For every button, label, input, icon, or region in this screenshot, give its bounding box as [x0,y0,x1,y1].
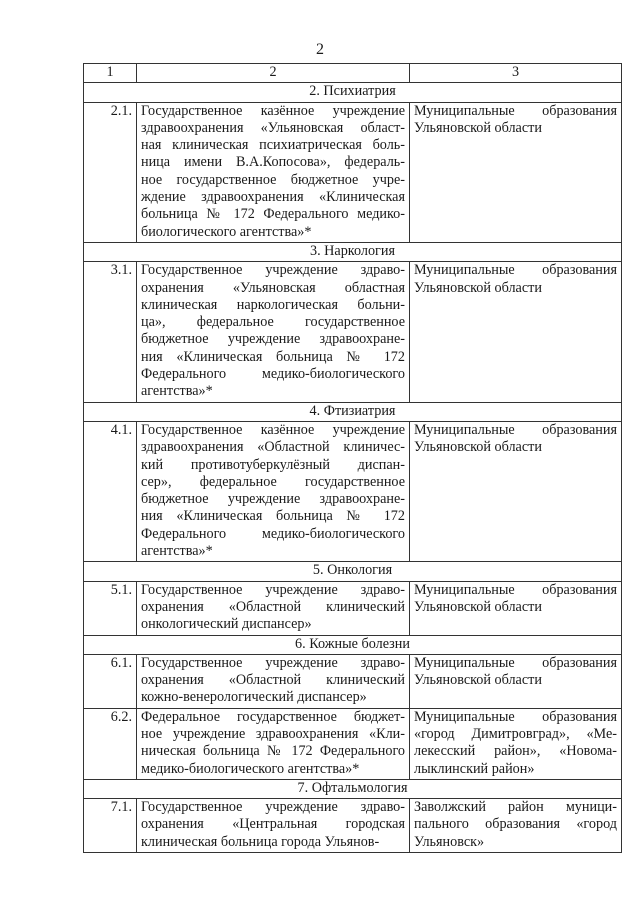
service-area [410,654,622,708]
row-number: 2.1. [84,102,137,242]
section-row [84,83,622,102]
text-line: Федеральное государственное бюджет- [141,708,405,725]
text-line: Государственное казённое учреждение [141,421,405,438]
section-row [84,402,622,421]
header-col-2: 2 [137,64,410,83]
text-line: охранения «Областной клинический [141,598,405,615]
table-body [84,64,622,853]
service-area [410,421,622,561]
text-line: Государственное учреждение здраво- [141,654,405,671]
text-line: ца», федеральное государственное [141,314,405,331]
text-line: Ульяновской области [414,439,542,456]
section-row [84,779,622,798]
institution-name [137,654,410,708]
row-number: 7.1. [84,799,137,853]
text-line: лыклинский район» [414,760,535,777]
facilities-table [83,63,622,853]
institution-name [137,708,410,779]
text-line: Муниципальные образования [414,102,617,119]
text-line: охранения «Областной клинический [141,672,405,689]
text-line: здравоохранения «Областной клиничес- [141,439,405,456]
header-col-3: 3 [410,64,622,83]
text-line: бюджетное учреждение здравоохране- [141,491,405,508]
table-row [84,262,622,402]
text-line: охранения «Ульяновская областная [141,279,405,296]
text-line: Ульяновской области [414,279,542,296]
text-line: Государственное казённое учреждение [141,102,405,119]
header-row [84,64,622,83]
page-number: 2 [316,41,324,58]
section-title: 5. Онкология [84,562,622,581]
text-line: Государственное учреждение здраво- [141,799,405,816]
row-number: 3.1. [84,262,137,402]
institution-name [137,421,410,561]
section-title: 3. Наркология [84,242,622,261]
text-line: биологического агентства»* [141,223,312,240]
text-line: клиническая больница города Ульянов- [141,833,380,850]
text-line: клиническая наркологическая больни- [141,296,405,313]
section-row [84,242,622,261]
section-row [84,635,622,654]
text-line: «город Димитровград», «Ме- [414,725,617,742]
text-line: агентства»* [141,543,213,560]
text-line: кий противотуберкулёзный диспан- [141,456,405,473]
text-line: лекесский район», «Новома- [414,743,617,760]
text-line: ное учреждение здравоохранения «Кли- [141,725,405,742]
table-row [84,654,622,708]
text-line: ническая больница № 172 Федерального [141,743,405,760]
institution-name [137,262,410,402]
table-row [84,581,622,635]
text-line: пального образования «город [414,816,617,833]
section-title: 6. Кожные болезни [84,635,622,654]
text-line: Федерального медико-биологического [141,366,405,383]
table-row [84,799,622,853]
row-number: 5.1. [84,581,137,635]
text-line: кожно-венерологический диспансер» [141,689,367,706]
text-line: Муниципальные образования [414,581,617,598]
text-line: ждение здравоохранения «Клиническая [141,189,405,206]
header-col-1: 1 [84,64,137,83]
text-line: ная клиническая психиатрическая боль- [141,137,405,154]
text-line: ница имени В.А.Копосова», федераль- [141,154,405,171]
section-title: 7. Офтальмология [84,779,622,798]
service-area [410,262,622,402]
section-row [84,562,622,581]
text-line: ния «Клиническая больница № 172 [141,348,405,365]
service-area [410,581,622,635]
service-area [410,102,622,242]
text-line: охранения «Центральная городская [141,816,405,833]
text-line: Ульяновской области [414,672,542,689]
text-line: Государственное учреждение здраво- [141,581,405,598]
institution-name [137,799,410,853]
institution-name [137,581,410,635]
text-line: онкологический диспансер» [141,616,312,633]
text-line: Муниципальные образования [414,654,617,671]
text-line: бюджетное учреждение здравоохране- [141,331,405,348]
row-number: 6.2. [84,708,137,779]
text-line: сер», федеральное государственное [141,473,405,490]
text-line: медико-биологического агентства»* [141,760,360,777]
text-line: Заволжский район муници- [414,799,617,816]
table-row [84,421,622,561]
institution-name [137,102,410,242]
service-area [410,708,622,779]
text-line: Ульяновск» [414,833,485,850]
section-title: 4. Фтизиатрия [84,402,622,421]
text-line: ное государственное бюджетное учре- [141,171,405,188]
text-line: агентства»* [141,383,213,400]
service-area [410,799,622,853]
section-title: 2. Психиатрия [84,83,622,102]
row-number: 6.1. [84,654,137,708]
text-line: больница № 172 Федерального медико- [141,206,405,223]
text-line: Муниципальные образования [414,708,617,725]
text-line: ния «Клиническая больница № 172 [141,508,405,525]
text-line: Муниципальные образования [414,421,617,438]
table-row [84,708,622,779]
text-line: здравоохранения «Ульяновская област- [141,119,405,136]
text-line: Муниципальные образования [414,262,617,279]
text-line: Ульяновской области [414,119,542,136]
text-line: Государственное учреждение здраво- [141,262,405,279]
text-line: Федерального медико-биологического [141,525,405,542]
row-number: 4.1. [84,421,137,561]
table-row [84,102,622,242]
text-line: Ульяновской области [414,598,542,615]
